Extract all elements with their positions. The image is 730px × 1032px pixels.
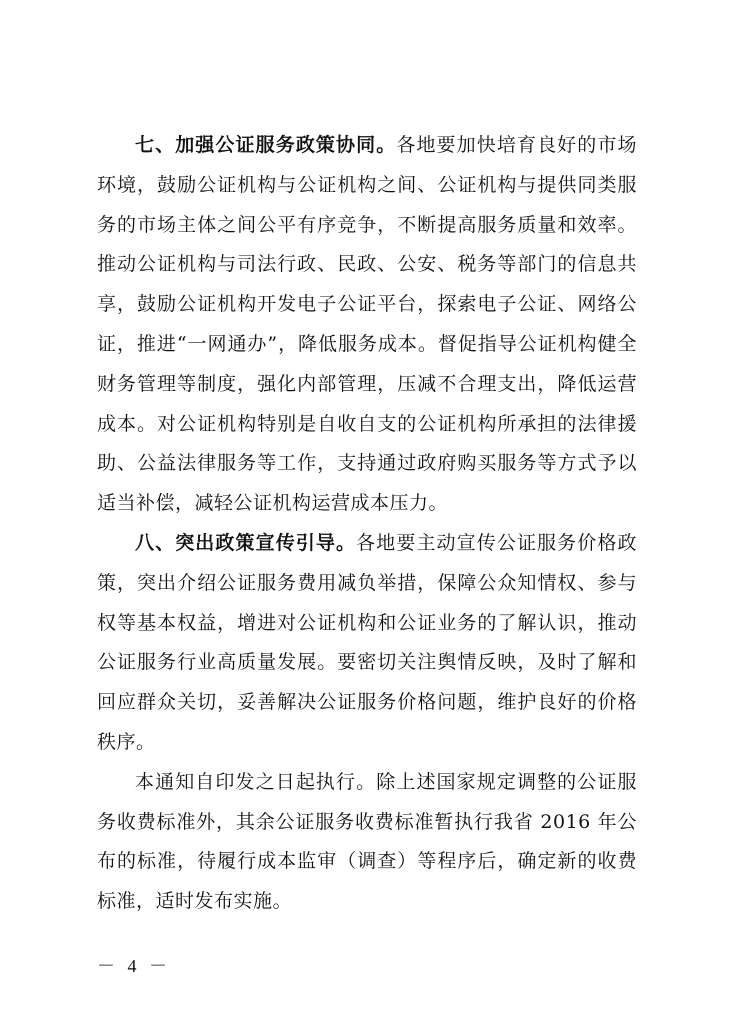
document-body: [97, 126, 637, 922]
paragraph-text: 各地要加快培育良好的市场环境，鼓励公证机构与公证机构之间、公证机构与提供同类服务的市场主体之间公平有序竞争，不断提高服务质量和效率。推动公证机构与司法行政、民政、公安、税务等部门的信息共享，鼓励公证机构开发电子公证平台，探索电子公证、网络公证，推进“一网通办”，降低服务成本。督促指导公证机构健全财务管理等制度，强化内部管理，压减不合理支出，降低运营成本。对公证机构特别是自收自支的公证机构所承担的法律援助、公益法律服务等工作，支持通过政府购买服务等方式予以适当补偿，减轻公证机构运营成本压力。: [97, 134, 637, 515]
section-heading-eight: 八、突出政策宣传引导。: [135, 531, 357, 554]
paragraph-publicity-guidance: [97, 524, 637, 763]
paragraph-text: 本通知自印发之日起执行。除上述国家规定调整的公证服务收费标准外，其余公证服务收费标准暂执行我省 2016 年公布的标准，待履行成本监审（调查）等程序后，确定新的收费标准，适时发布实施。: [97, 770, 637, 913]
paragraph-text: 各地要主动宣传公证服务价格政策，突出介绍公证服务费用减负举措，保障公众知情权、参与权等基本权益，增进对公证机构和公证业务的了解认识，推动公证服务行业高质量发展。要密切关注舆情反映，及时了解和回应群众关切，妥善解决公证服务价格问题，维护良好的价格秩序。: [97, 531, 637, 753]
page-number: － 4 －: [97, 956, 171, 976]
paragraph-effective-date: [97, 763, 637, 922]
paragraph-policy-coordination: [97, 126, 637, 524]
section-heading-seven: 七、加强公证服务政策协同。: [135, 134, 397, 156]
